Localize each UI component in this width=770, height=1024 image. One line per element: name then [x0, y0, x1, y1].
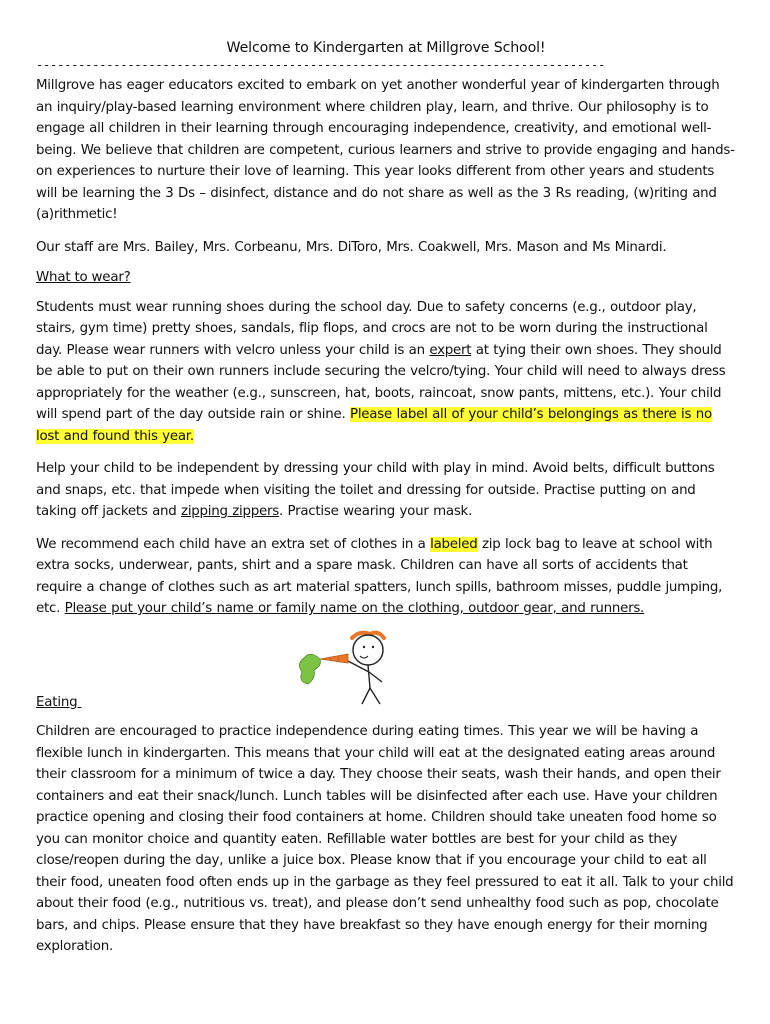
- wear-p3-text-a: We recommend each child have an extra set of clothes in a: [36, 536, 431, 552]
- wear-p2-zippers: zipping zippers: [181, 504, 279, 519]
- child-eating-carrot-icon: [290, 626, 390, 708]
- staff-paragraph: Our staff are Mrs. Bailey, Mrs. Corbeanu, Mrs. DiToro, Mrs. Coakwell, Mrs. Mason and Ms Minardi.: [36, 239, 667, 255]
- wear-p3-text-b: zip lock bag to leave at school with extra socks, underwear, pants, shirt and a spare mask. Children can have all sorts of accidents that require a change of clothes such as art material spatters, lunch spills, bathroom misses, puddle jumping, etc.: [36, 536, 723, 616]
- wear-p2-text-a: Help your child to be independent by dressing your child with play in mind. Avoid belts, difficult buttons and snaps, etc. that impede when visiting the toilet and dressing for outside. Practise putting on and taking off jackets and: [36, 461, 715, 519]
- wear-p3-underline: Please put your child’s name or family name on the clothing, outdoor gear, and runners.: [64, 601, 645, 616]
- eating-paragraph: Children are encouraged to practice independence during eating times. This year we will be having a flexible lunch in kindergarten. This means that your child will eat at the designated eating areas around their classroom for a minimum of twice a day. They choose their seats, wash their hands, and open their containers and eat their snack/lunch. Lunch tables will be disinfected after each use. Have your children practice opening and closing their food containers at home. Children should take uneaten food home so you can monitor choice and quantity eaten. Refillable water bottles are best for your child as they close/reopen during the day, unlike a juice box. Please know that if you encourage your child to eat all their food, uneaten food often ends up in the garbage as they feel pressured to eat it all. Talk to your child about their food (e.g., nutritious vs. treat), and please don’t send unhealthy food such as pop, chocolate bars, and chips. Please ensure that they have breakfast so they have enough energy for their morning exploration.: [36, 724, 734, 954]
- wear-p3-labeled: labeled: [430, 536, 478, 552]
- wear-paragraph-3: [36, 534, 736, 620]
- wear-p1-expert: expert: [429, 342, 472, 358]
- wear-heading: What to wear?: [36, 270, 131, 285]
- eating-heading-label: Eating: [36, 694, 78, 710]
- wear-p2-text-b: . Practise wearing your mask.: [278, 504, 473, 519]
- wear-paragraph-2: [36, 458, 736, 523]
- wear-p1-text-b: at tying their own shoes. They should be able to put on their own runners include securing the velcro/tying. Your child will need to always dress appropriately for the weather (e.g., sunscreen, hat, boots, raincoat, snow pants, mittens, etc.). Your child will spend part of the day outside rain or shine.: [36, 342, 726, 422]
- wear-p1-highlight: Please label all of your child’s belongings as there is no lost and found this year.: [36, 407, 712, 444]
- document-page: [36, 38, 736, 958]
- wear-paragraph-1: [36, 297, 736, 448]
- page-title: Welcome to Kindergarten at Millgrove School!: [226, 40, 546, 56]
- title-divider: ---------------------------------------------------------------------------------: [36, 59, 605, 71]
- wear-p1-text-a: Students must wear running shoes during the school day. Due to safety concerns (e.g., outdoor play, stairs, gym time) pretty shoes, sandals, flip flops, and crocs are not to be worn during the instructional day. Please wear runners with velcro unless your child is an: [36, 299, 708, 358]
- intro-paragraph: Millgrove has eager educators excited to embark on yet another wonderful year of kindergarten through an inquiry/play-based learning environment where children play, learn, and thrive. Our philosophy is to engage all children in their learning through encouraging independence, creativity, and emotional well-being. We believe that children are competent, curious learners and strive to provide engaging and hands-on experiences to nurture their love of learning. This year looks different from other years and students will be learning the 3 Ds – disinfect, distance and do not share as well as the 3 Rs reading, (w)riting and (a)rithmetic!: [36, 78, 735, 222]
